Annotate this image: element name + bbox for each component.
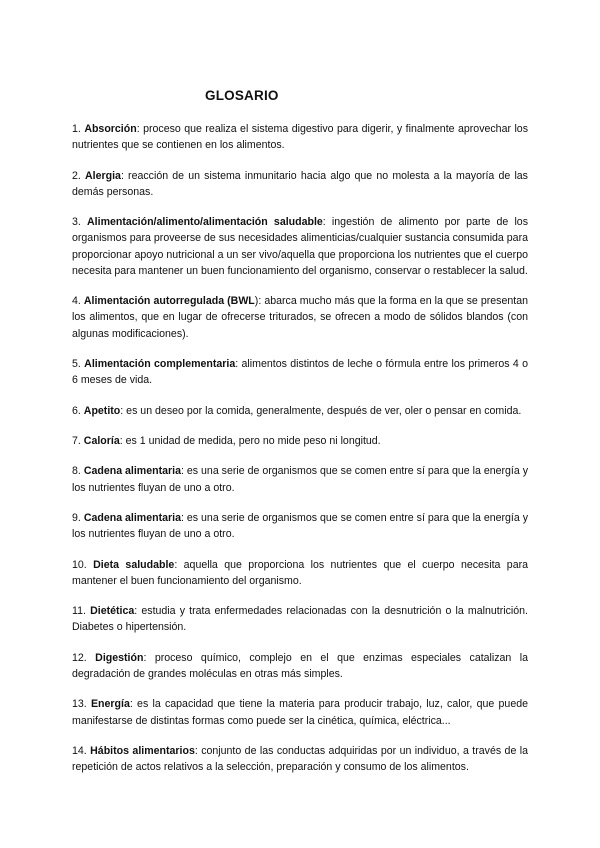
- entry-term: Apetito: [83, 404, 121, 417]
- entry-term: Digestión: [95, 651, 144, 664]
- entry-number: 10.: [72, 558, 87, 571]
- glossary-entry: [72, 168, 528, 200]
- entry-term: Cadena alimentaria: [83, 511, 181, 524]
- entry-definition: es una serie de organismos que se comen entre sí para que la energía y los nutrientes fluyan de uno a otro.: [72, 465, 529, 494]
- entry-number: 13.: [72, 698, 87, 711]
- entry-number: 9.: [72, 511, 81, 524]
- entry-number: 7.: [72, 434, 81, 447]
- entry-term: Alimentación complementaria: [84, 357, 236, 370]
- entry-term: Dietética: [90, 605, 135, 618]
- glossary-list: [72, 121, 528, 790]
- entry-separator: :: [134, 605, 138, 618]
- entry-number: 5.: [72, 357, 81, 370]
- glossary-entry: [72, 650, 528, 682]
- entry-separator: :: [322, 216, 326, 229]
- page-title: GLOSARIO: [205, 88, 279, 103]
- entry-definition: proceso químico, complejo en el que enzimas especiales catalizan la degradación de grandes moléculas en otras más simples.: [72, 651, 528, 680]
- entry-number: 4.: [72, 295, 81, 308]
- entry-term: Absorción: [84, 123, 137, 135]
- glossary-entry: [72, 743, 528, 775]
- entry-number: 1.: [72, 123, 81, 135]
- entry-separator: :: [180, 511, 184, 524]
- entry-separator: :: [120, 169, 124, 182]
- entry-number: 11.: [72, 605, 86, 618]
- entry-definition: conjunto de las conductas adquiridas por un individuo, a través de la repetición de actos relativos a la selección, preparación y consumo de los alimentos.: [72, 744, 528, 774]
- entry-term: Alergia: [85, 169, 121, 182]
- glossary-entry: [72, 557, 528, 589]
- entry-term: Dieta saludable: [93, 558, 175, 571]
- entry-term: Hábitos alimentarios: [90, 744, 195, 757]
- entry-definition: proceso que realiza el sistema digestivo para digerir, y finalmente aprovechar los nutrientes que se contienen en los alimentos.: [72, 123, 528, 152]
- entry-number: 2.: [72, 169, 81, 182]
- entry-definition: es la capacidad que tiene la materia para producir trabajo, luz, calor, que puede manifestarse de distintas formas como puede ser la cinética, química, eléctrica...: [72, 698, 528, 727]
- entry-term: Cadena alimentaria: [83, 465, 181, 478]
- entry-separator: :: [180, 465, 184, 478]
- glossary-entry: [72, 403, 528, 419]
- entry-definition: es un deseo por la comida, generalmente, después de ver, oler o pensar en comida.: [123, 404, 522, 417]
- entry-term: Energía: [90, 698, 130, 711]
- glossary-entry: [72, 121, 528, 153]
- entry-separator: :: [143, 651, 147, 664]
- entry-definition: alimentos distintos de leche o fórmula entre los primeros 4 o 6 meses de vida.: [72, 357, 528, 387]
- entry-definition: estudia y trata enfermedades relacionadas con la desnutrición o la malnutrición. Diabetes o hipertensión.: [72, 605, 528, 634]
- entry-separator: :: [194, 744, 198, 757]
- entry-number: 14.: [72, 744, 87, 757]
- glossary-entry: [72, 293, 528, 342]
- entry-number: 6.: [72, 404, 81, 417]
- entry-number: 8.: [72, 465, 81, 478]
- entry-definition: es 1 unidad de medida, pero no mide peso ni longitud.: [122, 434, 381, 447]
- entry-separator: ):: [254, 295, 262, 308]
- entry-definition: reacción de un sistema inmunitario hacia algo que no molesta a la mayoría de las demás personas.: [72, 169, 528, 198]
- glossary-entry: [72, 510, 528, 542]
- glossary-entry: [72, 214, 528, 279]
- entry-separator: :: [136, 123, 140, 135]
- glossary-entry: [72, 356, 528, 388]
- entry-separator: :: [119, 434, 123, 447]
- entry-definition: aquella que proporciona los nutrientes que el cuerpo necesita para mantener el buen funcionamiento del organismo.: [72, 558, 529, 587]
- entry-separator: :: [129, 698, 133, 711]
- entry-term: Alimentación autorregulada (BWL: [83, 295, 255, 308]
- entry-number: 3.: [72, 216, 81, 229]
- entry-definition: abarca mucho más que la forma en la que se presentan los alimentos, que en lugar de ofrecerse triturados, se ofrecen a modo de sólidos blandos (con algunas modificaciones).: [72, 295, 528, 340]
- glossary-entry: [72, 696, 528, 728]
- entry-term: Caloría: [83, 434, 120, 447]
- glossary-entry: [72, 463, 528, 495]
- entry-definition: es una serie de organismos que se comen entre sí para que la energía y los nutrientes fluyan de uno a otro.: [72, 511, 529, 541]
- glossary-entry: [72, 433, 528, 449]
- glossary-entry: [72, 603, 528, 635]
- entry-separator: :: [120, 404, 124, 417]
- entry-separator: :: [235, 357, 239, 370]
- entry-term: Alimentación/alimento/alimentación saludable: [87, 216, 323, 229]
- entry-number: 12.: [72, 651, 87, 664]
- entry-definition: ingestión de alimento por parte de los organismos para proveerse de sus necesidades alimenticias/cualquier sustancia consumida para proporcionar apoyo nutricional a un ser vivo/aquella que proporciona los nutrientes que el cuerpo necesita para mantener un buen funcionamiento del organismo, conservar o restablecer la salud.: [72, 216, 528, 277]
- entry-separator: :: [174, 558, 178, 571]
